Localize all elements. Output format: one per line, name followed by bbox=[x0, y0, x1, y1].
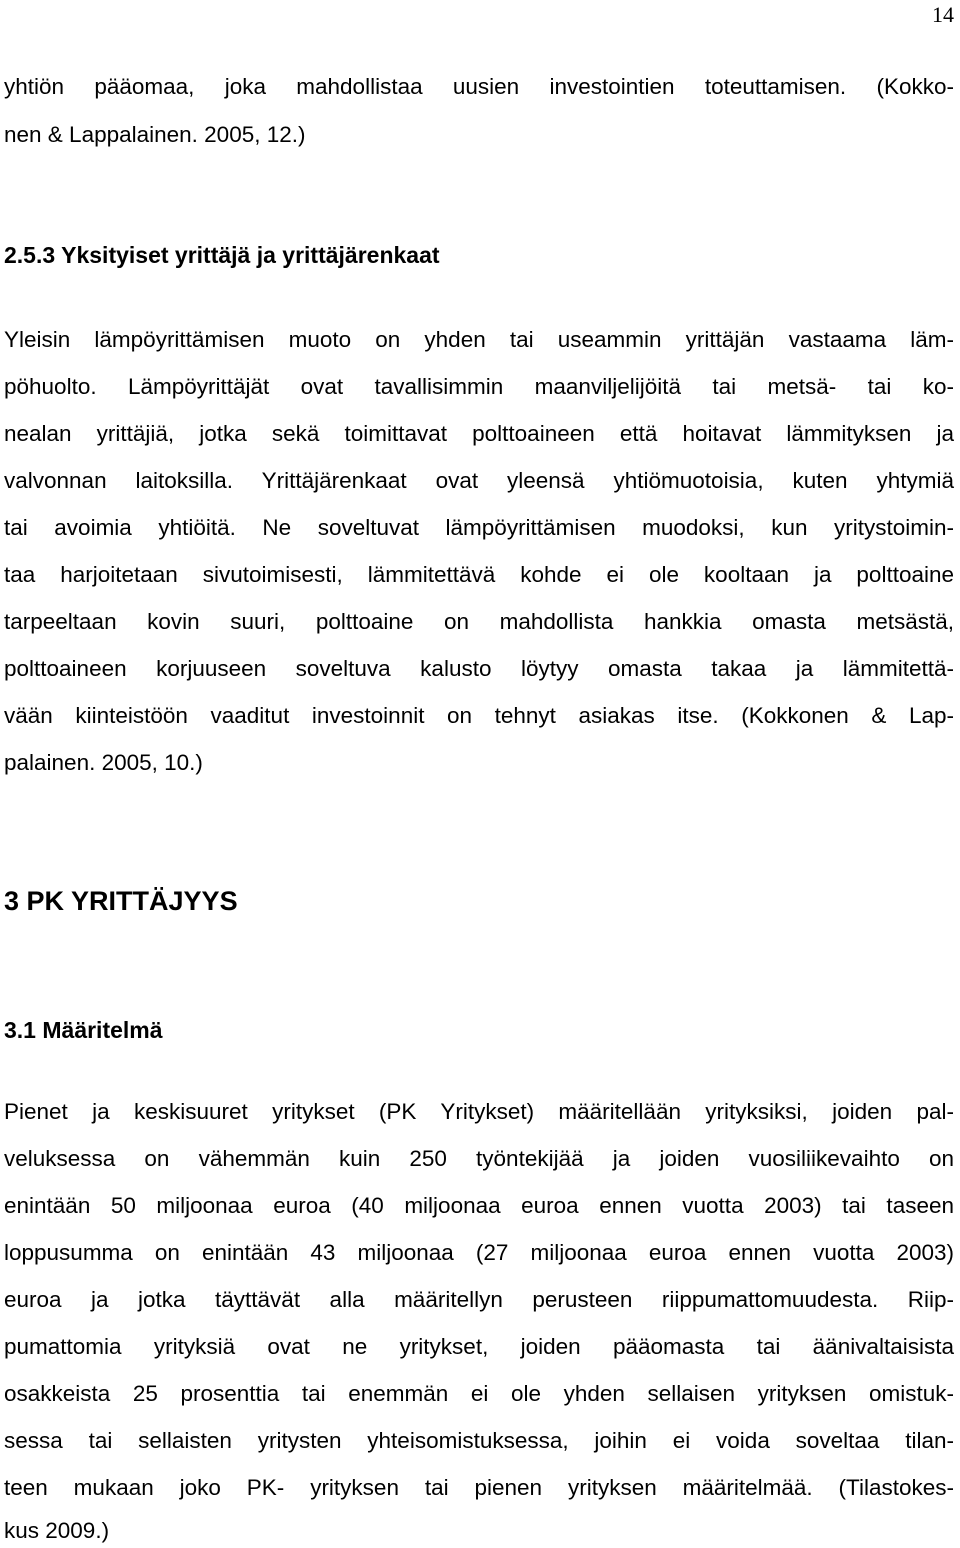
paragraph-line: kus 2009.) bbox=[4, 1518, 110, 1543]
paragraph-line: nealan yrittäjiä, jotka sekä toimittavat polttoaineen että hoitavat lämmityksen ja bbox=[4, 421, 954, 446]
paragraph-line: valvonnan laitoksilla. Yrittäjärenkaat ovat yleensä yhtiömuotoisia, kuten yhtymiä bbox=[4, 468, 954, 493]
section-heading: 3.1 Määritelmä bbox=[4, 1017, 163, 1043]
paragraph-line: nen & Lappalainen. 2005, 12.) bbox=[4, 122, 306, 147]
paragraph-line: tarpeeltaan kovin suuri, polttoaine on mahdollista hankkia omasta metsästä, bbox=[4, 609, 954, 634]
paragraph-line: vään kiinteistöön vaaditut investoinnit on tehnyt asiakas itse. (Kokkonen & Lap- bbox=[4, 703, 954, 728]
paragraph-line: loppusumma on enintään 43 miljoonaa (27 miljoonaa euroa ennen vuotta 2003) bbox=[4, 1240, 954, 1265]
paragraph-line: Yleisin lämpöyrittämisen muoto on yhden tai useammin yrittäjän vastaama läm- bbox=[4, 327, 954, 352]
paragraph-line: Pienet ja keskisuuret yritykset (PK Yritykset) määritellään yrityksiksi, joiden pal- bbox=[4, 1099, 954, 1124]
paragraph-line: pumattomia yrityksiä ovat ne yritykset, joiden pääomasta tai äänivaltaisista bbox=[4, 1334, 954, 1359]
paragraph-line: taa harjoitetaan sivutoimisesti, lämmitettävä kohde ei ole kooltaan ja polttoaine bbox=[4, 562, 954, 587]
paragraph-line: polttoaineen korjuuseen soveltuva kalusto löytyy omasta takaa ja lämmitettä- bbox=[4, 656, 954, 681]
paragraph-line: yhtiön pääomaa, joka mahdollistaa uusien investointien toteuttamisen. (Kokko- bbox=[4, 74, 954, 99]
paragraph-line: veluksessa on vähemmän kuin 250 työntekijää ja joiden vuosiliikevaihto on bbox=[4, 1146, 954, 1171]
paragraph-line: palainen. 2005, 10.) bbox=[4, 750, 203, 775]
chapter-heading: 3 PK YRITTÄJYYS bbox=[4, 886, 238, 916]
page-number: 14 bbox=[932, 2, 954, 27]
paragraph-line: osakkeista 25 prosenttia tai enemmän ei ole yhden sellaisen yrityksen omistuk- bbox=[4, 1381, 954, 1406]
paragraph-line: euroa ja jotka täyttävät alla määritellyn perusteen riippumattomuudesta. Riip- bbox=[4, 1287, 954, 1312]
paragraph-line: pöhuolto. Lämpöyrittäjät ovat tavallisimmin maanviljelijöitä tai metsä- tai ko- bbox=[4, 374, 954, 399]
paragraph-line: sessa tai sellaisten yritysten yhteisomistuksessa, joihin ei voida soveltaa tilan- bbox=[4, 1428, 954, 1453]
paragraph-line: teen mukaan joko PK- yrityksen tai pienen yrityksen määritelmää. (Tilastokes- bbox=[4, 1475, 954, 1500]
paragraph-line: tai avoimia yhtiöitä. Ne soveltuvat lämpöyrittämisen muodoksi, kun yritystoimin- bbox=[4, 515, 954, 540]
paragraph-line: enintään 50 miljoonaa euroa (40 miljoonaa euroa ennen vuotta 2003) tai taseen bbox=[4, 1193, 954, 1218]
section-heading: 2.5.3 Yksityiset yrittäjä ja yrittäjärenkaat bbox=[4, 242, 440, 268]
